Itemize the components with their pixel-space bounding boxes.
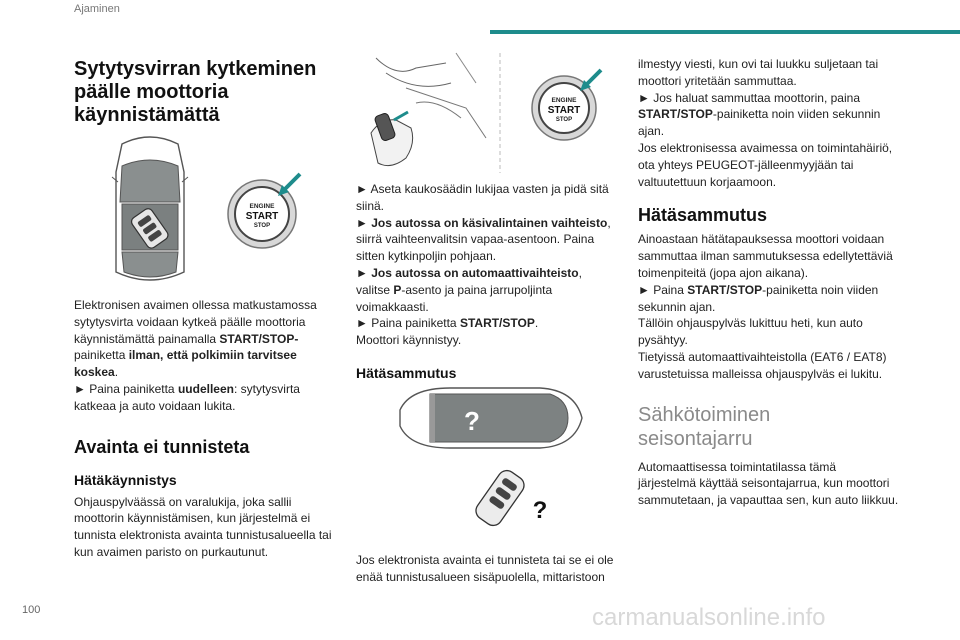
header-accent-bar xyxy=(490,30,960,34)
step-press-start-stop: ► Paina painiketta START/STOP. Moottori käynnistyy. xyxy=(356,316,539,348)
paragraph-key-fault: Jos elektronisessa avaimessa on toimintahäiriö, ota yhteys PEUGEOT-jälleenmyyjään tai valtuutettuun korjaamoon. xyxy=(638,140,893,189)
heading-key-not-recognised: Avainta ei tunnisteta xyxy=(74,436,250,457)
stop-label-2: STOP xyxy=(555,117,573,123)
page-number: 100 xyxy=(22,604,41,616)
watermark: carmanualsonline.info xyxy=(592,604,826,631)
column-3-body xyxy=(638,56,918,509)
engine-label-2: ENGINE xyxy=(551,97,577,104)
step-automatic-gearbox: ► Jos autossa on automaattivaihteisto, valitse P-asento ja paina jarrupoljinta voimakkaasti. xyxy=(356,265,582,314)
column-2-footer xyxy=(356,552,626,586)
paragraph-key-out-of-range: Jos elektronista avainta ei tunnisteta tai se ei ole enää tunnistusalueen sisäpuolella, mittaristoon xyxy=(356,553,614,584)
paragraph-press-five-seconds: ► Paina START/STOP-painiketta noin viiden sekunnin ajan. xyxy=(638,282,879,314)
paragraph-ignition-intro: Elektronisen avaimen ollessa matkustamossa sytytysvirta voidaan kytkeä päälle moottoria käynnistämättä painamalla START/STOP- painiketta ilman, että polkimiin tarvitsee koskea. xyxy=(74,298,317,380)
running-header: Ajaminen xyxy=(74,3,120,15)
heading-electric-parking-brake: Sähkötoiminen seisontajarru xyxy=(638,403,771,450)
column-1 xyxy=(74,58,349,127)
question-mark-car: ? xyxy=(464,406,480,436)
car-with-key-illustration xyxy=(92,132,327,288)
step-place-remote: ► Aseta kaukosäädin lukijaa vasten ja pidä sitä siinä. xyxy=(356,182,609,213)
step-manual-gearbox: ► Jos autossa on käsivalintainen vaihteisto, siirrä vaihteenvalitsin vapaa-asentoon. Paina sitten kytkinpoljin pohjaan. xyxy=(356,215,611,264)
heading-emergency-stop: Hätäsammutus xyxy=(638,205,768,226)
heading-emergency-start: Hätäkäynnistys xyxy=(74,471,177,488)
engine-label: ENGINE xyxy=(249,203,275,210)
start-label: START xyxy=(245,211,279,222)
paragraph-stop-engine: ► Jos haluat sammuttaa moottorin, paina START/STOP-painiketta noin viiden sekunnin ajan. xyxy=(638,90,881,139)
heading-emergency-stop-sub: Hätäsammutus xyxy=(356,364,457,381)
figure-steering-key-reader xyxy=(356,48,606,176)
paragraph-press-again: ► Paina painiketta uudelleen: sytytysvirta katkeaa ja auto voidaan lukita. xyxy=(74,381,300,413)
column-1-body xyxy=(74,297,354,561)
paragraph-backup-reader: Ohjauspylväässä on varalukija, joka sallii moottorin käynnistämisen, kun järjestelmä ei tunnista elektronista avainta tunnistusalueella tai kun avaimen paristo on purkautunut. xyxy=(74,494,332,559)
paragraph-parking-brake: Automaattisessa toimintatilassa tämä järjestelmä käyttää seisontajarrua, kun moottori sammutetaan, ja vapauttaa sen, kun auto liikkuu. xyxy=(638,459,899,508)
question-mark-key: ? xyxy=(532,497,548,524)
paragraph-emergency-only: Ainoastaan hätätapauksessa moottori voidaan sammuttaa ilman sammutuksessa edellytettäviä toimenpiteitä (jopa ajon aikana). xyxy=(638,232,893,280)
paragraph-message-appears: ilmestyy viesti, kun ovi tai luukku suljetaan tai moottori yritetään sammuttaa. xyxy=(638,57,879,88)
car-question-illustration xyxy=(390,380,590,538)
paragraph-column-locks: Tällöin ohjauspylväs lukittuu heti, kun auto pysähtyy. xyxy=(638,316,863,348)
column-2-body xyxy=(356,181,622,382)
section-title-ignition: Sytytysvirran kytkeminen päälle moottoria käynnistämättä xyxy=(74,58,317,126)
figure-car-key-start-button xyxy=(92,132,327,288)
figure-key-not-detected xyxy=(390,380,590,538)
start-label-2: START xyxy=(547,105,581,116)
paragraph-automatic-models: Tietyissä automaattivaihteistolla (EAT6 / EAT8) varustetuissa malleissa ohjauspylväs ei lukitu. xyxy=(638,349,887,381)
stop-label: STOP xyxy=(253,223,271,229)
steering-column-illustration xyxy=(356,48,606,176)
